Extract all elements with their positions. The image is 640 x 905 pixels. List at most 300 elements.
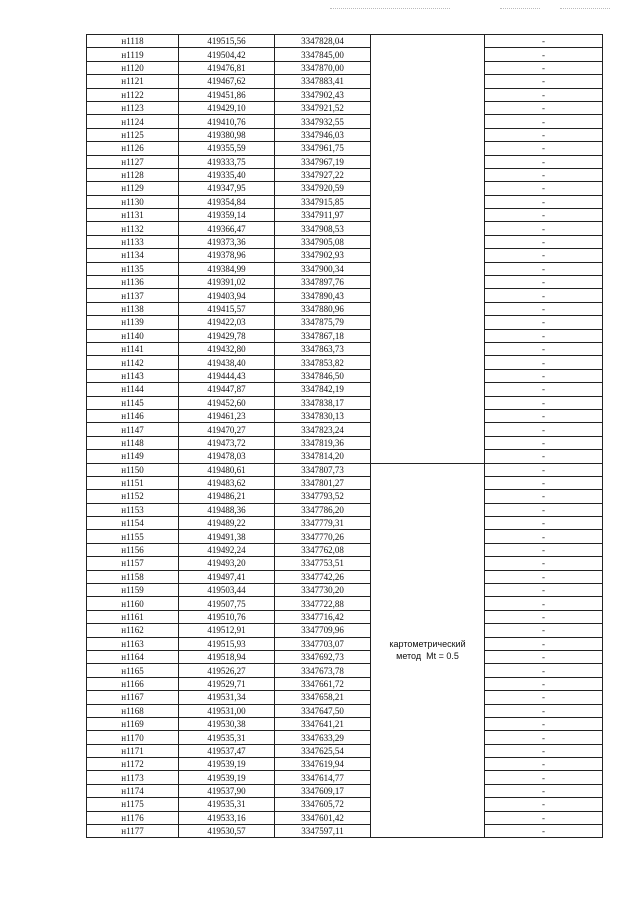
- point-name-cell: н1174: [87, 784, 179, 797]
- table-row: [87, 369, 603, 382]
- x-coordinate-cell: 419347,95: [179, 182, 275, 195]
- description-cell: -: [485, 356, 603, 369]
- point-name-cell: н1131: [87, 209, 179, 222]
- table-row: [87, 543, 603, 556]
- point-name-cell: н1156: [87, 543, 179, 556]
- table-row: [87, 570, 603, 583]
- description-cell: -: [485, 450, 603, 463]
- y-coordinate-cell: 3347823,24: [275, 423, 371, 436]
- point-name-cell: н1149: [87, 450, 179, 463]
- point-name-cell: н1129: [87, 182, 179, 195]
- point-name-cell: н1155: [87, 530, 179, 543]
- description-cell: -: [485, 75, 603, 88]
- y-coordinate-cell: 3347730,20: [275, 584, 371, 597]
- point-name-cell: н1165: [87, 664, 179, 677]
- header-scan-artifact: [330, 8, 450, 12]
- table-row: [87, 704, 603, 717]
- header-scan-artifact: [500, 8, 540, 12]
- x-coordinate-cell: 419473,72: [179, 436, 275, 449]
- table-row: [87, 798, 603, 811]
- y-coordinate-cell: 3347915,85: [275, 195, 371, 208]
- description-cell: -: [485, 115, 603, 128]
- description-cell: -: [485, 409, 603, 422]
- table-row: [87, 302, 603, 315]
- point-name-cell: н1152: [87, 490, 179, 503]
- description-cell: -: [485, 650, 603, 663]
- point-name-cell: н1124: [87, 115, 179, 128]
- x-coordinate-cell: 419531,00: [179, 704, 275, 717]
- description-cell: -: [485, 530, 603, 543]
- x-coordinate-cell: 419492,24: [179, 543, 275, 556]
- y-coordinate-cell: 3347814,20: [275, 450, 371, 463]
- point-name-cell: н1140: [87, 329, 179, 342]
- table-row: [87, 423, 603, 436]
- description-cell: -: [485, 490, 603, 503]
- y-coordinate-cell: 3347908,53: [275, 222, 371, 235]
- x-coordinate-cell: 419533,16: [179, 811, 275, 824]
- description-cell: -: [485, 128, 603, 141]
- x-coordinate-cell: 419335,40: [179, 168, 275, 181]
- x-coordinate-cell: 419537,90: [179, 784, 275, 797]
- description-cell: -: [485, 222, 603, 235]
- method-cell: [371, 463, 485, 838]
- point-name-cell: н1169: [87, 717, 179, 730]
- y-coordinate-cell: 3347801,27: [275, 476, 371, 489]
- y-coordinate-cell: 3347601,42: [275, 811, 371, 824]
- point-name-cell: н1171: [87, 744, 179, 757]
- description-cell: -: [485, 289, 603, 302]
- table-row: [87, 691, 603, 704]
- point-name-cell: н1134: [87, 249, 179, 262]
- table-row: [87, 771, 603, 784]
- table-row: [87, 490, 603, 503]
- description-cell: -: [485, 209, 603, 222]
- table-row: [87, 530, 603, 543]
- y-coordinate-cell: 3347605,72: [275, 798, 371, 811]
- y-coordinate-cell: 3347845,00: [275, 48, 371, 61]
- point-name-cell: н1166: [87, 677, 179, 690]
- point-name-cell: н1164: [87, 650, 179, 663]
- x-coordinate-cell: 419478,03: [179, 450, 275, 463]
- point-name-cell: н1118: [87, 35, 179, 48]
- point-name-cell: н1144: [87, 383, 179, 396]
- x-coordinate-cell: 419483,62: [179, 476, 275, 489]
- description-cell: -: [485, 584, 603, 597]
- table-row: [87, 758, 603, 771]
- description-cell: -: [485, 155, 603, 168]
- x-coordinate-cell: 419355,59: [179, 142, 275, 155]
- description-cell: -: [485, 423, 603, 436]
- y-coordinate-cell: 3347779,31: [275, 517, 371, 530]
- y-coordinate-cell: 3347838,17: [275, 396, 371, 409]
- x-coordinate-cell: 419470,27: [179, 423, 275, 436]
- x-coordinate-cell: 419429,78: [179, 329, 275, 342]
- x-coordinate-cell: 419366,47: [179, 222, 275, 235]
- point-name-cell: н1176: [87, 811, 179, 824]
- description-cell: -: [485, 383, 603, 396]
- table-row: [87, 664, 603, 677]
- description-cell: -: [485, 463, 603, 476]
- y-coordinate-cell: 3347870,00: [275, 61, 371, 74]
- table-row: [87, 61, 603, 74]
- description-cell: -: [485, 798, 603, 811]
- description-cell: -: [485, 276, 603, 289]
- y-coordinate-cell: 3347647,50: [275, 704, 371, 717]
- table-row: [87, 503, 603, 516]
- description-cell: -: [485, 436, 603, 449]
- x-coordinate-cell: 419504,42: [179, 48, 275, 61]
- x-coordinate-cell: 419507,75: [179, 597, 275, 610]
- y-coordinate-cell: 3347753,51: [275, 557, 371, 570]
- point-name-cell: н1147: [87, 423, 179, 436]
- y-coordinate-cell: 3347880,96: [275, 302, 371, 315]
- method-text-line1: картометрический: [389, 639, 466, 650]
- point-name-cell: н1132: [87, 222, 179, 235]
- x-coordinate-cell: 419476,81: [179, 61, 275, 74]
- point-name-cell: н1170: [87, 731, 179, 744]
- y-coordinate-cell: 3347722,88: [275, 597, 371, 610]
- point-name-cell: н1159: [87, 584, 179, 597]
- description-cell: -: [485, 476, 603, 489]
- method-text-line2: метод Mt = 0.5: [396, 651, 459, 662]
- table-row: [87, 677, 603, 690]
- x-coordinate-cell: 419530,57: [179, 825, 275, 838]
- table-row: [87, 249, 603, 262]
- y-coordinate-cell: 3347911,97: [275, 209, 371, 222]
- y-coordinate-cell: 3347897,76: [275, 276, 371, 289]
- table-row: [87, 48, 603, 61]
- y-coordinate-cell: 3347830,13: [275, 409, 371, 422]
- point-name-cell: н1160: [87, 597, 179, 610]
- point-name-cell: н1122: [87, 88, 179, 101]
- y-coordinate-cell: 3347819,36: [275, 436, 371, 449]
- table-row: [87, 517, 603, 530]
- description-cell: -: [485, 329, 603, 342]
- x-coordinate-cell: 419391,02: [179, 276, 275, 289]
- x-coordinate-cell: 419488,36: [179, 503, 275, 516]
- y-coordinate-cell: 3347786,20: [275, 503, 371, 516]
- description-cell: -: [485, 557, 603, 570]
- table-row: [87, 624, 603, 637]
- table-row: [87, 383, 603, 396]
- x-coordinate-cell: 419333,75: [179, 155, 275, 168]
- description-cell: -: [485, 262, 603, 275]
- point-name-cell: н1126: [87, 142, 179, 155]
- y-coordinate-cell: 3347902,93: [275, 249, 371, 262]
- x-coordinate-cell: 419410,76: [179, 115, 275, 128]
- y-coordinate-cell: 3347692,73: [275, 650, 371, 663]
- table-row: [87, 276, 603, 289]
- point-name-cell: н1172: [87, 758, 179, 771]
- x-coordinate-cell: 419539,19: [179, 771, 275, 784]
- description-cell: -: [485, 61, 603, 74]
- y-coordinate-cell: 3347673,78: [275, 664, 371, 677]
- x-coordinate-cell: 419461,23: [179, 409, 275, 422]
- y-coordinate-cell: 3347633,29: [275, 731, 371, 744]
- header-scan-artifact: [560, 8, 610, 12]
- x-coordinate-cell: 419354,84: [179, 195, 275, 208]
- x-coordinate-cell: 419535,31: [179, 731, 275, 744]
- x-coordinate-cell: 419438,40: [179, 356, 275, 369]
- point-name-cell: н1175: [87, 798, 179, 811]
- x-coordinate-cell: 419526,27: [179, 664, 275, 677]
- point-name-cell: н1168: [87, 704, 179, 717]
- description-cell: -: [485, 637, 603, 650]
- table-row: [87, 195, 603, 208]
- point-name-cell: н1143: [87, 369, 179, 382]
- point-name-cell: н1162: [87, 624, 179, 637]
- point-name-cell: н1139: [87, 316, 179, 329]
- table-row: [87, 717, 603, 730]
- x-coordinate-cell: 419480,61: [179, 463, 275, 476]
- description-cell: -: [485, 691, 603, 704]
- x-coordinate-cell: 419403,94: [179, 289, 275, 302]
- y-coordinate-cell: 3347863,73: [275, 342, 371, 355]
- y-coordinate-cell: 3347920,59: [275, 182, 371, 195]
- point-name-cell: н1133: [87, 235, 179, 248]
- y-coordinate-cell: 3347853,82: [275, 356, 371, 369]
- table-row: [87, 637, 603, 650]
- point-name-cell: н1130: [87, 195, 179, 208]
- y-coordinate-cell: 3347709,96: [275, 624, 371, 637]
- description-cell: -: [485, 142, 603, 155]
- x-coordinate-cell: 419380,98: [179, 128, 275, 141]
- point-name-cell: н1177: [87, 825, 179, 838]
- y-coordinate-cell: 3347661,72: [275, 677, 371, 690]
- description-cell: -: [485, 235, 603, 248]
- table-row: [87, 128, 603, 141]
- y-coordinate-cell: 3347900,34: [275, 262, 371, 275]
- description-cell: -: [485, 316, 603, 329]
- table-row: [87, 584, 603, 597]
- y-coordinate-cell: 3347716,42: [275, 610, 371, 623]
- point-name-cell: н1136: [87, 276, 179, 289]
- description-cell: -: [485, 503, 603, 516]
- point-name-cell: н1163: [87, 637, 179, 650]
- description-cell: -: [485, 811, 603, 824]
- table-row: [87, 650, 603, 663]
- y-coordinate-cell: 3347875,79: [275, 316, 371, 329]
- point-name-cell: н1135: [87, 262, 179, 275]
- y-coordinate-cell: 3347890,43: [275, 289, 371, 302]
- table-row: [87, 557, 603, 570]
- description-cell: -: [485, 168, 603, 181]
- point-name-cell: н1167: [87, 691, 179, 704]
- x-coordinate-cell: 419359,14: [179, 209, 275, 222]
- point-name-cell: н1151: [87, 476, 179, 489]
- table-row: [87, 289, 603, 302]
- table-row: [87, 155, 603, 168]
- description-cell: -: [485, 717, 603, 730]
- description-cell: -: [485, 35, 603, 48]
- table-row: [87, 88, 603, 101]
- x-coordinate-cell: 419467,62: [179, 75, 275, 88]
- description-cell: -: [485, 396, 603, 409]
- point-name-cell: н1145: [87, 396, 179, 409]
- description-cell: -: [485, 704, 603, 717]
- description-cell: -: [485, 570, 603, 583]
- table-row: [87, 75, 603, 88]
- description-cell: -: [485, 48, 603, 61]
- point-name-cell: н1123: [87, 101, 179, 114]
- x-coordinate-cell: 419531,34: [179, 691, 275, 704]
- table-row: [87, 450, 603, 463]
- x-coordinate-cell: 419515,56: [179, 35, 275, 48]
- point-name-cell: н1141: [87, 342, 179, 355]
- description-cell: -: [485, 342, 603, 355]
- y-coordinate-cell: 3347742,26: [275, 570, 371, 583]
- table-row: [87, 101, 603, 114]
- description-cell: -: [485, 771, 603, 784]
- y-coordinate-cell: 3347658,21: [275, 691, 371, 704]
- y-coordinate-cell: 3347807,73: [275, 463, 371, 476]
- table-row: [87, 262, 603, 275]
- x-coordinate-cell: 419384,99: [179, 262, 275, 275]
- description-cell: -: [485, 543, 603, 556]
- point-name-cell: н1173: [87, 771, 179, 784]
- x-coordinate-cell: 419535,31: [179, 798, 275, 811]
- y-coordinate-cell: 3347846,50: [275, 369, 371, 382]
- x-coordinate-cell: 419539,19: [179, 758, 275, 771]
- table-row: [87, 476, 603, 489]
- point-name-cell: н1153: [87, 503, 179, 516]
- y-coordinate-cell: 3347927,22: [275, 168, 371, 181]
- table-row: [87, 115, 603, 128]
- y-coordinate-cell: 3347905,08: [275, 235, 371, 248]
- point-name-cell: н1138: [87, 302, 179, 315]
- point-name-cell: н1127: [87, 155, 179, 168]
- description-cell: -: [485, 744, 603, 757]
- description-cell: -: [485, 677, 603, 690]
- y-coordinate-cell: 3347703,07: [275, 637, 371, 650]
- point-name-cell: н1121: [87, 75, 179, 88]
- coordinates-table: [86, 34, 603, 838]
- x-coordinate-cell: 419503,44: [179, 584, 275, 597]
- point-name-cell: н1150: [87, 463, 179, 476]
- description-cell: -: [485, 88, 603, 101]
- y-coordinate-cell: 3347867,18: [275, 329, 371, 342]
- table-row: [87, 342, 603, 355]
- y-coordinate-cell: 3347842,19: [275, 383, 371, 396]
- table-row: [87, 784, 603, 797]
- table-row: [87, 329, 603, 342]
- point-name-cell: н1137: [87, 289, 179, 302]
- table-row: [87, 316, 603, 329]
- y-coordinate-cell: 3347762,08: [275, 543, 371, 556]
- x-coordinate-cell: 419497,41: [179, 570, 275, 583]
- table-row: [87, 235, 603, 248]
- x-coordinate-cell: 419537,47: [179, 744, 275, 757]
- description-cell: -: [485, 784, 603, 797]
- table-row: [87, 463, 603, 476]
- description-cell: -: [485, 302, 603, 315]
- description-cell: -: [485, 624, 603, 637]
- x-coordinate-cell: 419444,43: [179, 369, 275, 382]
- y-coordinate-cell: 3347946,03: [275, 128, 371, 141]
- x-coordinate-cell: 419515,93: [179, 637, 275, 650]
- table-row: [87, 222, 603, 235]
- x-coordinate-cell: 419518,94: [179, 650, 275, 663]
- y-coordinate-cell: 3347793,52: [275, 490, 371, 503]
- point-name-cell: н1120: [87, 61, 179, 74]
- description-cell: -: [485, 610, 603, 623]
- description-cell: -: [485, 182, 603, 195]
- y-coordinate-cell: 3347932,55: [275, 115, 371, 128]
- table-row: [87, 142, 603, 155]
- x-coordinate-cell: 419510,76: [179, 610, 275, 623]
- y-coordinate-cell: 3347597,11: [275, 825, 371, 838]
- table-row: [87, 436, 603, 449]
- x-coordinate-cell: 419432,80: [179, 342, 275, 355]
- description-cell: -: [485, 195, 603, 208]
- coordinates-table-body: [87, 35, 603, 838]
- y-coordinate-cell: 3347921,52: [275, 101, 371, 114]
- y-coordinate-cell: 3347619,94: [275, 758, 371, 771]
- x-coordinate-cell: 419486,21: [179, 490, 275, 503]
- method-cell-empty: [371, 35, 485, 464]
- table-row: [87, 356, 603, 369]
- y-coordinate-cell: 3347883,41: [275, 75, 371, 88]
- description-cell: -: [485, 101, 603, 114]
- description-cell: -: [485, 249, 603, 262]
- y-coordinate-cell: 3347609,17: [275, 784, 371, 797]
- point-name-cell: н1119: [87, 48, 179, 61]
- x-coordinate-cell: 419530,38: [179, 717, 275, 730]
- x-coordinate-cell: 419451,86: [179, 88, 275, 101]
- x-coordinate-cell: 419422,03: [179, 316, 275, 329]
- x-coordinate-cell: 419429,10: [179, 101, 275, 114]
- x-coordinate-cell: 419512,91: [179, 624, 275, 637]
- description-cell: -: [485, 758, 603, 771]
- table-row: [87, 209, 603, 222]
- point-name-cell: н1142: [87, 356, 179, 369]
- table-row: [87, 825, 603, 838]
- point-name-cell: н1128: [87, 168, 179, 181]
- description-cell: -: [485, 825, 603, 838]
- x-coordinate-cell: 419529,71: [179, 677, 275, 690]
- table-row: [87, 597, 603, 610]
- table-row: [87, 409, 603, 422]
- y-coordinate-cell: 3347614,77: [275, 771, 371, 784]
- table-row: [87, 396, 603, 409]
- x-coordinate-cell: 419378,96: [179, 249, 275, 262]
- x-coordinate-cell: 419373,36: [179, 235, 275, 248]
- x-coordinate-cell: 419415,57: [179, 302, 275, 315]
- table-row: [87, 811, 603, 824]
- table-row: [87, 182, 603, 195]
- y-coordinate-cell: 3347961,75: [275, 142, 371, 155]
- description-cell: -: [485, 369, 603, 382]
- description-cell: -: [485, 597, 603, 610]
- x-coordinate-cell: 419447,87: [179, 383, 275, 396]
- table-row: [87, 610, 603, 623]
- table-row: [87, 35, 603, 48]
- point-name-cell: н1161: [87, 610, 179, 623]
- description-cell: -: [485, 517, 603, 530]
- table-row: [87, 731, 603, 744]
- point-name-cell: н1158: [87, 570, 179, 583]
- y-coordinate-cell: 3347828,04: [275, 35, 371, 48]
- x-coordinate-cell: 419489,22: [179, 517, 275, 530]
- description-cell: -: [485, 731, 603, 744]
- point-name-cell: н1157: [87, 557, 179, 570]
- point-name-cell: н1146: [87, 409, 179, 422]
- y-coordinate-cell: 3347641,21: [275, 717, 371, 730]
- y-coordinate-cell: 3347967,19: [275, 155, 371, 168]
- y-coordinate-cell: 3347902,43: [275, 88, 371, 101]
- y-coordinate-cell: 3347770,26: [275, 530, 371, 543]
- point-name-cell: н1125: [87, 128, 179, 141]
